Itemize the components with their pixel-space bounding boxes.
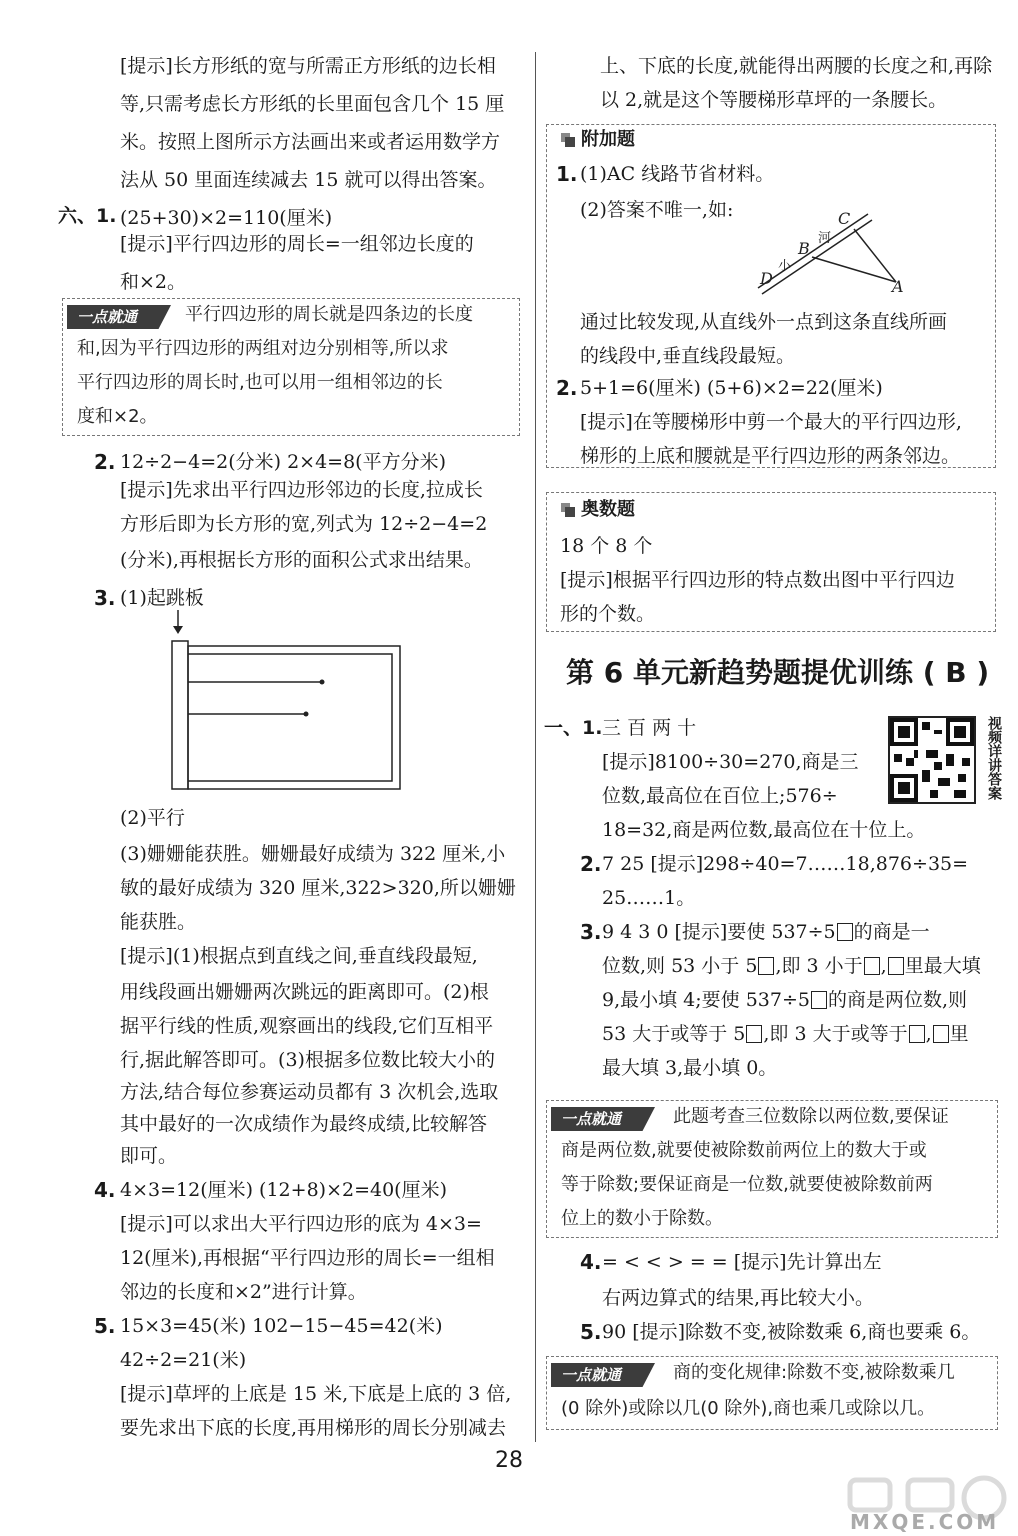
qr-code-pattern bbox=[890, 718, 974, 802]
blank-box bbox=[811, 991, 827, 1009]
tip-line: 此题考查三位数除以两位数,要保证 bbox=[673, 1106, 949, 1127]
extra-q1-number: 1. bbox=[556, 162, 578, 186]
q3-hint: 方法,结合每位参赛运动员都有 3 次机会,选取 bbox=[120, 1081, 499, 1103]
q2-number: 2. bbox=[94, 450, 116, 474]
s5-number: 5. bbox=[580, 1320, 602, 1344]
section-icon bbox=[561, 133, 575, 147]
page-number: 28 bbox=[495, 1448, 523, 1473]
tip-line: 位上的数小于除数。 bbox=[561, 1208, 723, 1229]
tip-line: 商的变化规律:除数不变,被除数乘几 bbox=[673, 1362, 955, 1383]
blank-box bbox=[746, 1025, 762, 1043]
q3-part3: 能获胜。 bbox=[120, 911, 197, 933]
q2-answer: 12÷2−4=2(分米) 2×4=8(平方分米) bbox=[120, 451, 446, 473]
s1-hint: [提示]8100÷30=270,商是三 bbox=[602, 751, 859, 773]
q4-hint: 12(厘米),再根据“平行四边形的周长=一组相 bbox=[120, 1247, 495, 1269]
q3-number: 3. bbox=[94, 586, 116, 610]
s2-number: 2. bbox=[580, 852, 602, 876]
tip-label-1: 一点就通 bbox=[67, 305, 171, 329]
river-label: 小 bbox=[778, 259, 792, 274]
tip-line: 平行四边形的周长时,也可以用一组相邻边的长 bbox=[77, 372, 443, 393]
q2-hint: 方形后即为长方形的宽,列式为 12÷2−4=2 bbox=[120, 513, 488, 535]
blank-box bbox=[909, 1025, 925, 1043]
tip-line: 和,因为平行四边形的两组对边分别相等,所以求 bbox=[77, 338, 449, 359]
q5-answer: 42÷2=21(米) bbox=[120, 1349, 247, 1371]
s3-line-5: 最大填 3,最小填 0。 bbox=[602, 1057, 778, 1079]
tip-label-2: 一点就通 bbox=[551, 1107, 655, 1131]
tip-line: 商是两位数,就要使被除数前两位上的数大于或 bbox=[561, 1140, 927, 1161]
q3-part2: (2)平行 bbox=[120, 807, 185, 829]
intro-hint-line: 米。按照上图所示方法画出来或者运用数学方 bbox=[120, 131, 501, 153]
q6-1-hint: 和×2。 bbox=[120, 271, 187, 293]
s1-hint: 位数,最高位在百位上;576÷ bbox=[602, 785, 838, 807]
tip-box-1 bbox=[62, 298, 520, 436]
s5-text: 90 [提示]除数不变,被除数乘 6,商也要乘 6。 bbox=[602, 1321, 981, 1343]
s3-line-4: 53 大于或等于 5 ,即 3 大于或等于 , 里 bbox=[602, 1023, 969, 1045]
section-icon bbox=[561, 503, 575, 517]
q3-hint: [提示](1)根据点到直线之间,垂直线段最短, bbox=[120, 945, 478, 967]
olympiad-hint: [提示]根据平行四边形的特点数出图中平行四边 bbox=[560, 569, 955, 591]
q3-hint: 其中最好的一次成绩作为最终成绩,比较解答 bbox=[120, 1113, 488, 1135]
section-1-label: 一、1. bbox=[544, 717, 603, 739]
s4-text: = < < > = = [提示]先计算出左 bbox=[602, 1251, 882, 1273]
continued-hint: 上、下底的长度,就能得出两腰的长度之和,再除 bbox=[600, 55, 993, 77]
extra-q1-b: (2)答案不唯一,如: bbox=[580, 199, 734, 221]
q5-number: 5. bbox=[94, 1314, 116, 1338]
olympiad-hint: 形的个数。 bbox=[560, 603, 656, 625]
s4-text: 右两边算式的结果,再比较大小。 bbox=[602, 1287, 875, 1309]
tip-line: 等于除数;要保证商是一位数,就要使被除数前两 bbox=[561, 1174, 933, 1195]
s4-number: 4. bbox=[580, 1250, 602, 1274]
q6-1-hint: [提示]平行四边形的周长=一组邻边长度的 bbox=[120, 233, 474, 255]
intro-hint-line: [提示]长方形纸的宽与所需正方形纸的边长相 bbox=[120, 55, 496, 77]
q3-hint: 用线段画出姗姗两次跳远的距离即可。(2)根 bbox=[120, 981, 489, 1003]
label-a: A bbox=[892, 277, 904, 296]
blank-box bbox=[933, 1025, 949, 1043]
s2-text: 25……1。 bbox=[602, 887, 696, 909]
unit-title: 第 6 单元新趋势题提优训练 ( B ) bbox=[566, 656, 990, 689]
blank-box bbox=[758, 957, 774, 975]
q3-part3: (3)姗姗能获胜。姗姗最好成绩为 322 厘米,小 bbox=[120, 843, 506, 865]
q3-part3: 敏的最好成绩为 320 厘米,322>320,所以姗姗 bbox=[120, 877, 516, 899]
q2-hint: [提示]先求出平行四边形邻边的长度,拉成长 bbox=[120, 479, 483, 501]
s2-text: 7 25 [提示]298÷40=7……18,876÷35= bbox=[602, 853, 969, 875]
q3-hint: 据平行线的性质,观察画出的线段,它们互相平 bbox=[120, 1015, 494, 1037]
q4-hint: 邻边的长度和×2”进行计算。 bbox=[120, 1281, 367, 1303]
extra-q2-hint: [提示]在等腰梯形中剪一个最大的平行四边形, bbox=[580, 411, 962, 433]
section-6-label: 六、1. bbox=[58, 205, 117, 227]
extra-q1-text: 通过比较发现,从直线外一点到这条直线所画 bbox=[580, 311, 948, 333]
tip-line: 度和×2。 bbox=[77, 406, 158, 427]
extra-q2-number: 2. bbox=[556, 376, 578, 400]
watermark-text: MXQE.COM bbox=[850, 1510, 1000, 1534]
q2-hint: (分米),再根据长方形的面积公式求出结果。 bbox=[120, 549, 483, 571]
label-c: C bbox=[838, 209, 851, 228]
q5-answer: 15×3=45(米) 102−15−45=42(米) bbox=[120, 1315, 443, 1337]
extra-questions-title: 附加题 bbox=[581, 129, 635, 150]
s1-answer: 三 百 两 十 bbox=[602, 717, 697, 739]
river-diagram bbox=[748, 206, 914, 296]
q3-part1: (1)起跳板 bbox=[120, 587, 204, 609]
river-label: 河 bbox=[818, 231, 832, 246]
s3-line-3: 9,最小填 4;要使 537÷5 的商是两位数,则 bbox=[602, 989, 968, 1011]
q4-answer: 4×3=12(厘米) (12+8)×2=40(厘米) bbox=[120, 1179, 447, 1201]
blank-box bbox=[864, 957, 880, 975]
tip-label-3: 一点就通 bbox=[551, 1363, 655, 1387]
q5-hint: [提示]草坪的上底是 15 米,下底是上底的 3 倍, bbox=[120, 1383, 512, 1405]
s3-line-1: 9 4 3 0 [提示]要使 537÷5 的商是一 bbox=[602, 921, 930, 943]
label-d: D bbox=[760, 269, 773, 288]
olympiad-title: 奥数题 bbox=[581, 499, 635, 520]
continued-hint: 以 2,就是这个等腰梯形草坪的一条腰长。 bbox=[600, 89, 948, 111]
long-jump-diagram bbox=[150, 606, 410, 792]
qr-video-label: 视频详讲答案 bbox=[986, 716, 1002, 800]
tip-line: (0 除外)或除以几(0 除外),商也乘几或除以几。 bbox=[561, 1398, 936, 1419]
s3-line-2: 位数,则 53 小于 5 ,即 3 小于 , 里最大填 bbox=[602, 955, 981, 977]
qr-code[interactable] bbox=[888, 716, 976, 804]
column-divider bbox=[535, 52, 536, 1442]
tip-line: 平行四边形的周长就是四条边的长度 bbox=[185, 304, 473, 325]
s1-hint: 18=32,商是两位数,最高位在十位上。 bbox=[602, 819, 926, 841]
q6-1-answer: (25+30)×2=110(厘米) bbox=[120, 207, 333, 229]
label-b: B bbox=[798, 239, 810, 258]
tip-box-2 bbox=[546, 1100, 998, 1238]
blank-box bbox=[837, 923, 853, 941]
tip-box-3 bbox=[546, 1356, 998, 1430]
s3-number: 3. bbox=[580, 920, 602, 944]
q3-hint: 行,据此解答即可。(3)根据多位数比较大小的 bbox=[120, 1049, 495, 1071]
q5-hint: 要先求出下底的长度,再用梯形的周长分别减去 bbox=[120, 1417, 507, 1439]
extra-q2-answer: 5+1=6(厘米) (5+6)×2=22(厘米) bbox=[580, 377, 883, 399]
intro-hint-line: 等,只需考虑长方形纸的长里面包含几个 15 厘 bbox=[120, 93, 505, 115]
extra-q1-text: 的线段中,垂直线段最短。 bbox=[580, 345, 796, 367]
extra-q2-hint: 梯形的上底和腰就是平行四边形的两条邻边。 bbox=[580, 445, 961, 467]
extra-q1-a: (1)AC 线路节省材料。 bbox=[580, 163, 775, 185]
olympiad-answer: 18 个 8 个 bbox=[560, 535, 653, 557]
blank-box bbox=[888, 957, 904, 975]
q3-hint: 即可。 bbox=[120, 1145, 178, 1167]
intro-hint-line: 法从 50 里面连续减去 15 就可以得出答案。 bbox=[120, 169, 497, 191]
q4-hint: [提示]可以求出大平行四边形的底为 4×3= bbox=[120, 1213, 482, 1235]
q4-number: 4. bbox=[94, 1178, 116, 1202]
